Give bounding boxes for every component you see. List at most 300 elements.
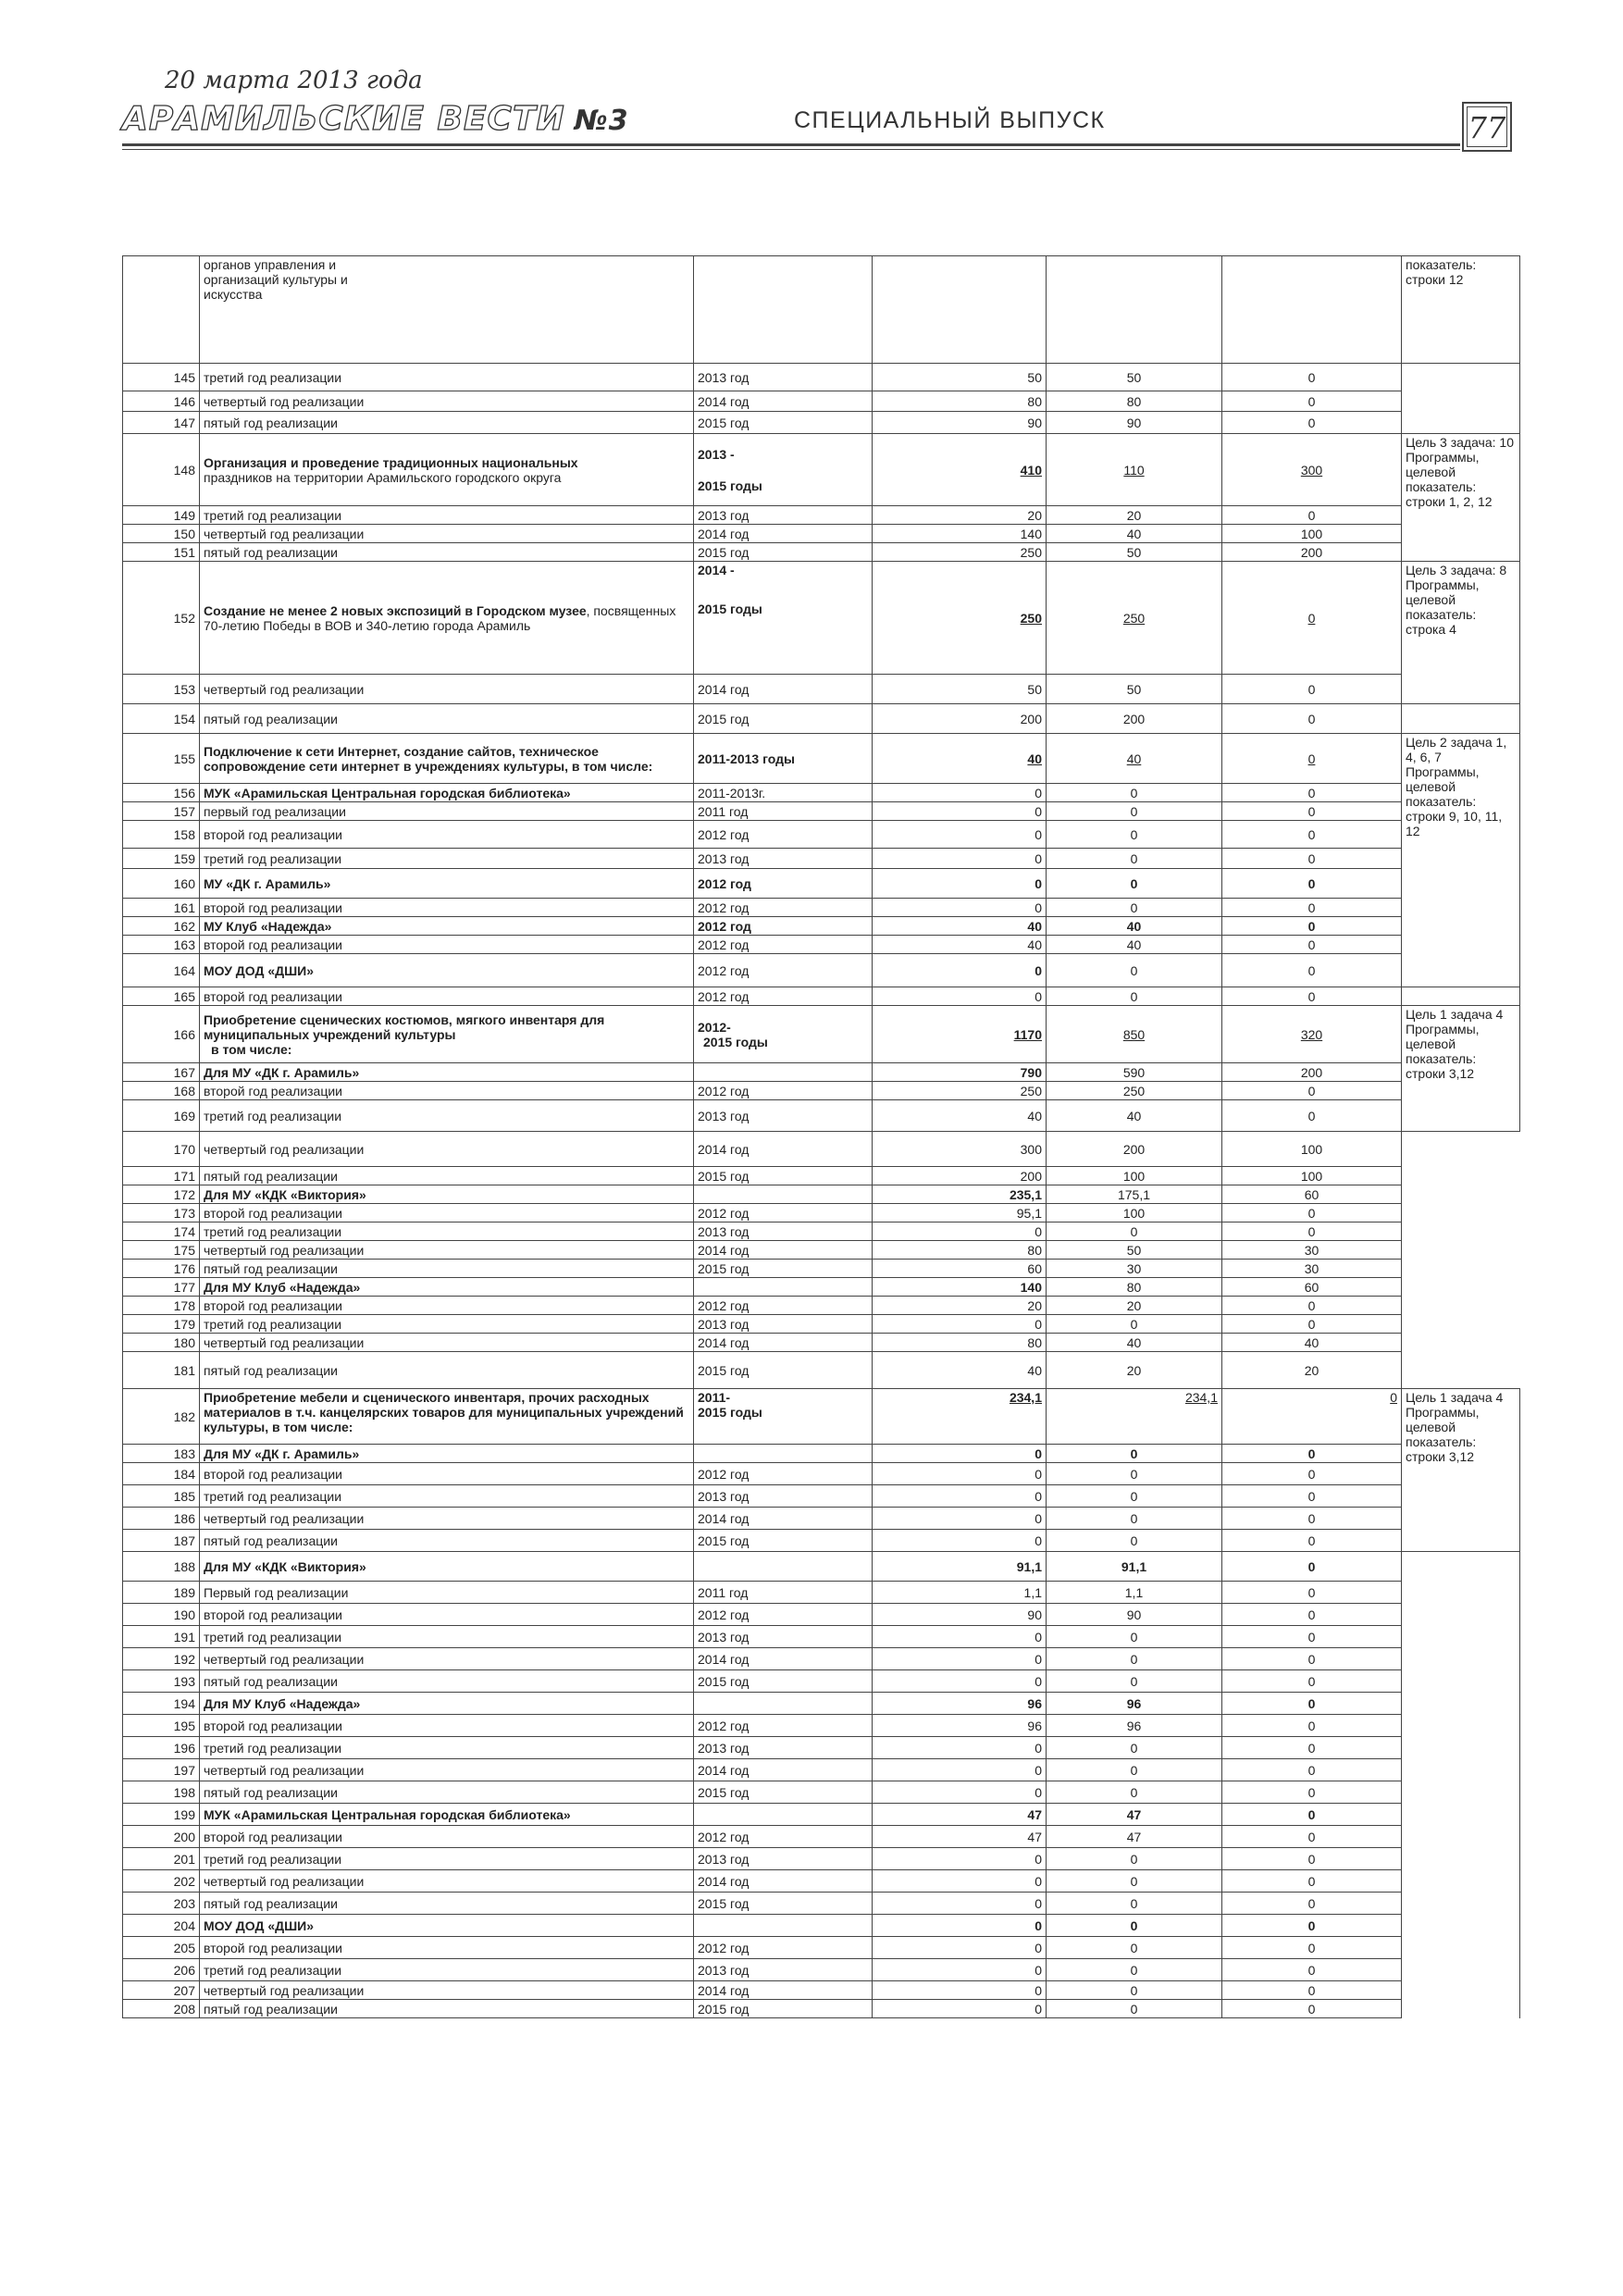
page-number-box xyxy=(1462,102,1512,152)
row-year: 2012 год xyxy=(694,899,873,917)
row-local: 90 xyxy=(1047,412,1222,434)
table-row xyxy=(123,1870,1520,1893)
row-total: 0 xyxy=(873,899,1047,917)
table-row xyxy=(123,1278,1520,1297)
table-row xyxy=(123,821,1520,849)
row-year: 2015 год xyxy=(694,1167,873,1185)
row-number: 188 xyxy=(123,1552,200,1582)
table-row xyxy=(123,1063,1520,1082)
row-local: 96 xyxy=(1047,1693,1222,1715)
row-local: 200 xyxy=(1047,1132,1222,1167)
row-year: 2015 год xyxy=(694,1530,873,1552)
issue-date: 20 марта 2013 года xyxy=(165,67,423,94)
row-year: 2013 год xyxy=(694,506,873,525)
row-other: 0 xyxy=(1222,1870,1402,1893)
row-number: 177 xyxy=(123,1278,200,1297)
row-other: 0 xyxy=(1222,1204,1402,1222)
name-bold-sub: в том числе: xyxy=(211,1041,292,1057)
row-name: МОУ ДОД «ДШИ» xyxy=(200,1915,694,1937)
row-total: 96 xyxy=(873,1715,1047,1737)
row-total: 80 xyxy=(873,391,1047,412)
row-name: второй год реализации xyxy=(200,1826,694,1848)
year-start: 2013 - xyxy=(698,446,735,462)
table-row xyxy=(123,1204,1520,1222)
row-other: 100 xyxy=(1222,1167,1402,1185)
row-number: 166 xyxy=(123,1006,200,1063)
note-line: показатель: xyxy=(1406,257,1477,272)
row-name: пятый год реализации xyxy=(200,1781,694,1804)
row-local: 250 xyxy=(1047,1082,1222,1100)
row-name xyxy=(200,734,694,784)
name-rest: , посвященных 70-летию Победы в ВОВ и 340-летию города Арамиль xyxy=(204,602,676,633)
row-local: 0 xyxy=(1047,1222,1222,1241)
row-total: 47 xyxy=(873,1826,1047,1848)
row-other: 200 xyxy=(1222,543,1402,562)
row-local: 234,1 xyxy=(1047,1389,1222,1445)
row-other: 0 xyxy=(1222,734,1402,784)
table-row xyxy=(123,1781,1520,1804)
row-local: 590 xyxy=(1047,1063,1222,1082)
table-row xyxy=(123,899,1520,917)
row-year xyxy=(694,1552,873,1582)
row-other: 0 xyxy=(1222,1804,1402,1826)
table-row xyxy=(123,1604,1520,1626)
row-local: 0 xyxy=(1047,1670,1222,1693)
row-number xyxy=(123,256,200,364)
row-total: 300 xyxy=(873,1132,1047,1167)
page-header xyxy=(122,65,1519,157)
row-name: МУК «Арамильская Центральная городская библиотека» xyxy=(200,784,694,802)
row-name: третий год реализации xyxy=(200,364,694,391)
row-total: 90 xyxy=(873,412,1047,434)
row-year xyxy=(694,256,873,364)
row-other: 0 xyxy=(1222,1648,1402,1670)
year-start: 2012- xyxy=(698,1019,731,1035)
row-number: 182 xyxy=(123,1389,200,1445)
table-row xyxy=(123,1082,1520,1100)
table-row xyxy=(123,1737,1520,1759)
row-year xyxy=(694,1389,873,1445)
row-total: 1170 xyxy=(873,1006,1047,1063)
row-other: 100 xyxy=(1222,1132,1402,1167)
row-name: МОУ ДОД «ДШИ» xyxy=(200,954,694,987)
row-local: 50 xyxy=(1047,1241,1222,1260)
row-local: 0 xyxy=(1047,1893,1222,1915)
row-total: 0 xyxy=(873,821,1047,849)
row-other: 0 xyxy=(1222,1626,1402,1648)
row-name: третий год реализации xyxy=(200,1848,694,1870)
row-other: 0 xyxy=(1222,1826,1402,1848)
row-name: пятый год реализации xyxy=(200,2000,694,2018)
row-total: 234,1 xyxy=(873,1389,1047,1445)
row-other: 0 xyxy=(1222,802,1402,821)
row-year: 2011 год xyxy=(694,1582,873,1604)
row-name: пятый год реализации xyxy=(200,543,694,562)
header-rule xyxy=(122,143,1460,146)
row-total: 40 xyxy=(873,734,1047,784)
row-name: второй год реализации xyxy=(200,899,694,917)
row-total: 50 xyxy=(873,675,1047,704)
row-number: 179 xyxy=(123,1315,200,1334)
row-other: 0 xyxy=(1222,936,1402,954)
row-total: 0 xyxy=(873,1315,1047,1334)
row-other: 0 xyxy=(1222,784,1402,802)
row-number: 189 xyxy=(123,1582,200,1604)
row-year: 2014 год xyxy=(694,525,873,543)
table-row xyxy=(123,917,1520,936)
table-row xyxy=(123,1759,1520,1781)
row-total: 0 xyxy=(873,1848,1047,1870)
row-name: пятый год реализации xyxy=(200,1352,694,1389)
row-other: 0 xyxy=(1222,1315,1402,1334)
row-year: 2015 год xyxy=(694,1260,873,1278)
table-row xyxy=(123,1100,1520,1132)
row-other: 0 xyxy=(1222,1848,1402,1870)
row-name xyxy=(200,256,694,364)
row-other: 0 xyxy=(1222,364,1402,391)
row-year: 2014 год xyxy=(694,1132,873,1167)
table-row xyxy=(123,1352,1520,1389)
row-total: 0 xyxy=(873,1508,1047,1530)
program-table xyxy=(122,255,1520,2018)
row-number: 181 xyxy=(123,1352,200,1389)
table-row xyxy=(123,784,1520,802)
row-year: 2015 год xyxy=(694,543,873,562)
table-row xyxy=(123,1848,1520,1870)
row-number: 193 xyxy=(123,1670,200,1693)
row-local: 40 xyxy=(1047,1100,1222,1132)
target-note xyxy=(1402,1552,1520,2018)
row-name: пятый год реализации xyxy=(200,1167,694,1185)
row-local: 20 xyxy=(1047,1352,1222,1389)
row-number: 196 xyxy=(123,1737,200,1759)
target-note xyxy=(1402,1132,1520,1389)
row-number: 172 xyxy=(123,1185,200,1204)
row-year xyxy=(694,734,873,784)
row-total: 47 xyxy=(873,1804,1047,1826)
table-row xyxy=(123,1260,1520,1278)
row-other: 0 xyxy=(1222,1604,1402,1626)
row-total: 80 xyxy=(873,1334,1047,1352)
row-year: 2013 год xyxy=(694,1626,873,1648)
row-total: 0 xyxy=(873,954,1047,987)
year-end: 2015 годы xyxy=(703,1034,768,1049)
row-name: второй год реализации xyxy=(200,987,694,1006)
row-total: 0 xyxy=(873,1737,1047,1759)
row-name xyxy=(200,1389,694,1445)
row-local: 0 xyxy=(1047,1870,1222,1893)
row-year xyxy=(694,1006,873,1063)
table-row xyxy=(123,1185,1520,1204)
row-other: 100 xyxy=(1222,525,1402,543)
row-year: 2012 год xyxy=(694,1937,873,1959)
name-bold: Подключение к сети Интернет, создание сайтов, техническое сопровождение сети интернет в учреждениях культуры, в том числе: xyxy=(204,743,653,774)
row-year: 2013 год xyxy=(694,1485,873,1508)
target-note: Цель 1 задача 4 Программы, целевой показатель: строки 3,12 xyxy=(1402,1006,1520,1132)
row-local: 80 xyxy=(1047,391,1222,412)
row-year: 2015 год xyxy=(694,704,873,734)
row-name: Для МУ Клуб «Надежда» xyxy=(200,1693,694,1715)
note-line: строки 12 xyxy=(1406,272,1464,287)
row-local: 96 xyxy=(1047,1715,1222,1737)
row-total: 20 xyxy=(873,1297,1047,1315)
target-note xyxy=(1402,704,1520,734)
row-name: МУ Клуб «Надежда» xyxy=(200,917,694,936)
row-local xyxy=(1047,256,1222,364)
row-number: 156 xyxy=(123,784,200,802)
year-range: 2011-2013 годы xyxy=(698,751,795,766)
row-year xyxy=(694,1693,873,1715)
row-number: 154 xyxy=(123,704,200,734)
table-row xyxy=(123,1389,1520,1445)
row-local: 0 xyxy=(1047,2000,1222,2018)
row-local: 0 xyxy=(1047,1848,1222,1870)
table-row xyxy=(123,412,1520,434)
row-name: второй год реализации xyxy=(200,1937,694,1959)
year-end: 2015 годы xyxy=(698,478,762,493)
row-total: 0 xyxy=(873,1781,1047,1804)
row-other: 60 xyxy=(1222,1278,1402,1297)
name-bold: Создание не менее 2 новых экспозиций в Городском музее xyxy=(204,602,587,618)
row-total: 235,1 xyxy=(873,1185,1047,1204)
row-name: третий год реализации xyxy=(200,506,694,525)
row-number: 146 xyxy=(123,391,200,412)
row-total: 40 xyxy=(873,936,1047,954)
row-year: 2012 год xyxy=(694,869,873,899)
row-other: 0 xyxy=(1222,1530,1402,1552)
row-local: 0 xyxy=(1047,1759,1222,1781)
row-number: 183 xyxy=(123,1445,200,1463)
row-name: Для МУ Клуб «Надежда» xyxy=(200,1278,694,1297)
row-number: 203 xyxy=(123,1893,200,1915)
table-row xyxy=(123,1893,1520,1915)
row-other: 0 xyxy=(1222,954,1402,987)
row-total: 250 xyxy=(873,543,1047,562)
year-end: 2015 годы xyxy=(698,602,762,616)
table-row xyxy=(123,525,1520,543)
page-number: 77 xyxy=(1467,106,1507,147)
row-year: 2013 год xyxy=(694,849,873,869)
row-other: 0 xyxy=(1222,917,1402,936)
row-name: пятый год реализации xyxy=(200,1260,694,1278)
table-row xyxy=(123,1981,1520,2000)
row-other: 200 xyxy=(1222,1063,1402,1082)
row-year: 2014 год xyxy=(694,1870,873,1893)
row-number: 206 xyxy=(123,1959,200,1981)
row-total: 0 xyxy=(873,1981,1047,2000)
table-row xyxy=(123,1463,1520,1485)
header-rule-thin xyxy=(122,149,1460,150)
table-row xyxy=(123,1445,1520,1463)
row-local: 0 xyxy=(1047,1485,1222,1508)
row-total: 410 xyxy=(873,434,1047,506)
row-other: 0 xyxy=(1222,1463,1402,1485)
row-other: 0 xyxy=(1222,1297,1402,1315)
row-other: 0 xyxy=(1222,1715,1402,1737)
row-local: 30 xyxy=(1047,1260,1222,1278)
row-local: 0 xyxy=(1047,784,1222,802)
row-other: 0 xyxy=(1222,1781,1402,1804)
row-number: 174 xyxy=(123,1222,200,1241)
row-name: второй год реализации xyxy=(200,1082,694,1100)
row-name: первый год реализации xyxy=(200,802,694,821)
row-name: второй год реализации xyxy=(200,821,694,849)
table-row xyxy=(123,1937,1520,1959)
row-total: 0 xyxy=(873,1463,1047,1485)
row-number: 160 xyxy=(123,869,200,899)
row-local: 80 xyxy=(1047,1278,1222,1297)
row-name: Для МУ «КДК «Виктория» xyxy=(200,1552,694,1582)
row-other: 0 xyxy=(1222,1737,1402,1759)
row-number: 167 xyxy=(123,1063,200,1082)
row-other: 0 xyxy=(1222,1981,1402,2000)
row-year: 2015 год xyxy=(694,1352,873,1389)
row-year: 2015 год xyxy=(694,1893,873,1915)
table-row xyxy=(123,2000,1520,2018)
row-year: 2011 год xyxy=(694,802,873,821)
row-other: 0 xyxy=(1222,704,1402,734)
name-line: органов управления и xyxy=(204,257,337,272)
row-other: 0 xyxy=(1222,412,1402,434)
row-year: 2015 год xyxy=(694,1781,873,1804)
row-local: 0 xyxy=(1047,849,1222,869)
row-year xyxy=(694,562,873,675)
row-total: 790 xyxy=(873,1063,1047,1082)
row-total xyxy=(873,256,1047,364)
row-total: 0 xyxy=(873,1870,1047,1893)
row-year: 2013 год xyxy=(694,1959,873,1981)
row-other: 30 xyxy=(1222,1241,1402,1260)
row-number: 164 xyxy=(123,954,200,987)
year-start: 2014 - xyxy=(698,563,735,577)
row-other: 0 xyxy=(1222,1485,1402,1508)
row-number: 187 xyxy=(123,1530,200,1552)
row-local: 40 xyxy=(1047,917,1222,936)
row-local: 40 xyxy=(1047,734,1222,784)
row-total: 0 xyxy=(873,1915,1047,1937)
row-local: 0 xyxy=(1047,1315,1222,1334)
row-year: 2012 год xyxy=(694,1826,873,1848)
row-local: 0 xyxy=(1047,869,1222,899)
row-local: 0 xyxy=(1047,1463,1222,1485)
row-year: 2013 год xyxy=(694,1737,873,1759)
row-year xyxy=(694,1915,873,1937)
row-year: 2014 год xyxy=(694,1241,873,1260)
row-local: 0 xyxy=(1047,1959,1222,1981)
row-year: 2014 год xyxy=(694,1508,873,1530)
row-year: 2012 год xyxy=(694,987,873,1006)
row-total: 0 xyxy=(873,1530,1047,1552)
table-row xyxy=(123,1485,1520,1508)
row-number: 169 xyxy=(123,1100,200,1132)
row-year: 2011-2013г. xyxy=(694,784,873,802)
row-year: 2014 год xyxy=(694,1759,873,1781)
row-other: 0 xyxy=(1222,1959,1402,1981)
row-other: 0 xyxy=(1222,675,1402,704)
table-row xyxy=(123,391,1520,412)
row-other: 0 xyxy=(1222,1082,1402,1100)
row-number: 157 xyxy=(123,802,200,821)
row-year xyxy=(694,434,873,506)
row-number: 178 xyxy=(123,1297,200,1315)
row-year: 2013 год xyxy=(694,1848,873,1870)
row-other: 300 xyxy=(1222,434,1402,506)
target-note: Цель 2 задача 1, 4, 6, 7 Программы, целевой показатель: строки 9, 10, 11, 12 xyxy=(1402,734,1520,987)
table-row xyxy=(123,1826,1520,1848)
row-local: 40 xyxy=(1047,1334,1222,1352)
row-name: пятый год реализации xyxy=(200,1893,694,1915)
row-name: четвертый год реализации xyxy=(200,1334,694,1352)
row-total: 20 xyxy=(873,506,1047,525)
row-number: 149 xyxy=(123,506,200,525)
row-name: четвертый год реализации xyxy=(200,1759,694,1781)
row-other: 0 xyxy=(1222,1693,1402,1715)
row-total: 40 xyxy=(873,1352,1047,1389)
row-total: 0 xyxy=(873,1759,1047,1781)
row-number: 185 xyxy=(123,1485,200,1508)
row-other: 0 xyxy=(1222,987,1402,1006)
row-total: 250 xyxy=(873,562,1047,675)
row-number: 171 xyxy=(123,1167,200,1185)
row-year: 2012 год xyxy=(694,954,873,987)
row-other: 0 xyxy=(1222,1915,1402,1937)
row-local: 0 xyxy=(1047,1508,1222,1530)
row-total: 80 xyxy=(873,1241,1047,1260)
table-row xyxy=(123,734,1520,784)
row-local: 0 xyxy=(1047,987,1222,1006)
program-table-body xyxy=(123,256,1520,2018)
row-other: 0 xyxy=(1222,1508,1402,1530)
row-total: 0 xyxy=(873,1445,1047,1463)
row-local: 47 xyxy=(1047,1804,1222,1826)
row-other: 40 xyxy=(1222,1334,1402,1352)
row-name: четвертый год реализации xyxy=(200,1870,694,1893)
row-name: третий год реализации xyxy=(200,1959,694,1981)
row-local: 50 xyxy=(1047,364,1222,391)
row-year: 2012 год xyxy=(694,1604,873,1626)
row-local: 110 xyxy=(1047,434,1222,506)
name-bold: Приобретение сценических костюмов, мягкого инвентаря для муниципальных учреждений культуры xyxy=(204,1011,605,1042)
row-year: 2012 год xyxy=(694,1463,873,1485)
row-total: 0 xyxy=(873,1670,1047,1693)
row-local: 250 xyxy=(1047,562,1222,675)
row-other: 0 xyxy=(1222,2000,1402,2018)
row-other: 0 xyxy=(1222,1100,1402,1132)
row-number: 162 xyxy=(123,917,200,936)
row-number: 201 xyxy=(123,1848,200,1870)
row-total: 250 xyxy=(873,1082,1047,1100)
row-local: 20 xyxy=(1047,506,1222,525)
row-local: 0 xyxy=(1047,1445,1222,1463)
row-name: четвертый год реализации xyxy=(200,1508,694,1530)
row-number: 148 xyxy=(123,434,200,506)
row-other: 0 xyxy=(1222,869,1402,899)
row-other: 0 xyxy=(1222,1389,1402,1445)
row-number: 208 xyxy=(123,2000,200,2018)
table-row xyxy=(123,434,1520,506)
table-row xyxy=(123,1508,1520,1530)
row-year: 2014 год xyxy=(694,675,873,704)
target-note xyxy=(1402,364,1520,434)
row-name: четвертый год реализации xyxy=(200,1132,694,1167)
row-year: 2014 год xyxy=(694,1648,873,1670)
year-start: 2011- xyxy=(698,1390,731,1405)
row-number: 204 xyxy=(123,1915,200,1937)
row-total: 140 xyxy=(873,1278,1047,1297)
table-row xyxy=(123,1006,1520,1063)
row-local: 90 xyxy=(1047,1604,1222,1626)
row-number: 186 xyxy=(123,1508,200,1530)
